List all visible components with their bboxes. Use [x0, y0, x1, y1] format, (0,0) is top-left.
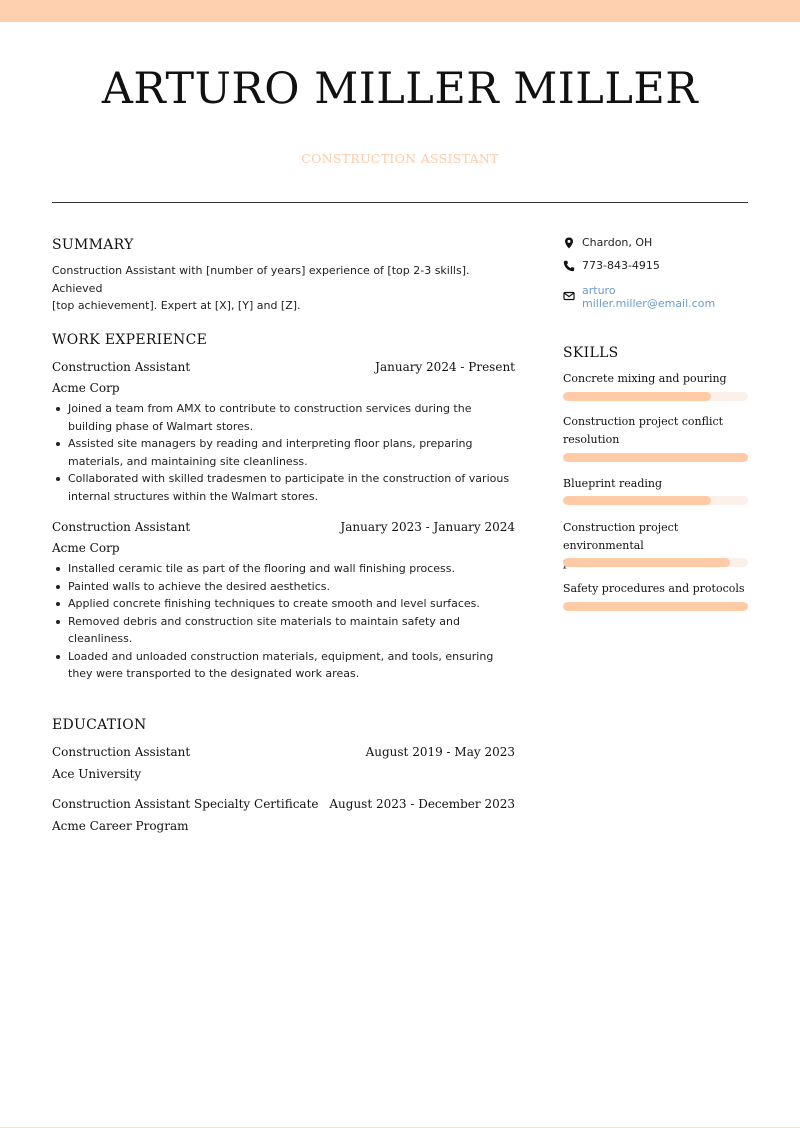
bullet-line: cleanliness.: [68, 632, 133, 645]
bullet-item: [52, 435, 512, 470]
skill-name: [563, 580, 753, 598]
skill-name-line: Construction project environmental: [563, 521, 679, 552]
job-header: [52, 520, 515, 538]
education-header: [52, 797, 515, 815]
map-pin-icon: [563, 237, 575, 249]
email-link[interactable]: [582, 284, 715, 310]
phone-text: 773-843-4915: [582, 259, 660, 272]
skill-bar-fill: [563, 602, 748, 611]
bullet-item: [52, 400, 512, 435]
bullet-item: [52, 560, 512, 578]
bullet-line: materials, and maintaining site cleanliness.: [68, 454, 308, 468]
bullet-line: they were transported to the designated work areas.: [68, 667, 360, 680]
candidate-name: ARTURO MILLER MILLER: [101, 64, 699, 114]
skill-name-line: Safety procedures and protocols: [563, 582, 745, 595]
bullet-line: internal structures within the Walmart stores.: [68, 489, 319, 503]
skill-name-line: Concrete mixing and pouring: [563, 372, 727, 385]
bullet-item: [52, 595, 512, 613]
bullet-line: Installed ceramic tile as part of the flooring and wall finishing process.: [68, 562, 456, 575]
skill-bar: [563, 496, 748, 505]
bullet-line: Collaborated with skilled tradesmen to participate in the construction of various: [68, 472, 510, 485]
skill-name-line: Blueprint reading: [563, 477, 663, 490]
bullet-line: Joined a team from AMX to contribute to construction services during the: [68, 402, 472, 415]
job-header: [52, 360, 515, 378]
bullet-item: [52, 648, 512, 683]
bullet-line: Applied concrete finishing techniques to create smooth and level surfaces.: [68, 597, 480, 610]
skill-name-line: resolution: [563, 432, 620, 446]
bullet-item: [52, 613, 512, 648]
skill-name: [563, 370, 753, 388]
skill-bar-fill: [563, 496, 711, 505]
email-line: arturo: [582, 284, 616, 297]
contact-email[interactable]: [563, 284, 753, 312]
skill-name-line: Construction project conflict: [563, 415, 724, 428]
job-bullets: [52, 400, 512, 505]
education-dates: August 2019 - May 2023: [365, 745, 515, 759]
skill-name: [563, 413, 753, 448]
school-name: Acme Career Program: [52, 819, 189, 833]
school-name: Ace University: [52, 767, 142, 781]
summary-line: [top achievement]. Expert at [X], [Y] and [Z].: [52, 299, 301, 312]
degree-name: Construction Assistant Specialty Certificate: [52, 797, 319, 811]
bullet-line: Assisted site managers by reading and interpreting floor plans, preparing: [68, 437, 473, 450]
summary-heading: SUMMARY: [52, 237, 134, 253]
skill-bar-fill: [563, 453, 748, 462]
location-text: Chardon, OH: [582, 236, 653, 249]
bullet-item: [52, 578, 512, 596]
top-accent-bar: [0, 0, 800, 22]
job-role: Construction Assistant: [52, 360, 191, 374]
bullet-line: building phase of Walmart stores.: [68, 419, 254, 433]
skill-bar: [563, 453, 748, 462]
bullet-line: Painted walls to achieve the desired aesthetics.: [68, 579, 330, 593]
envelope-icon: [563, 290, 575, 302]
job-dates: January 2023 - January 2024: [340, 520, 515, 534]
job-company: Acme Corp: [52, 541, 120, 555]
skill-bar: [563, 392, 748, 401]
job-company: Acme Corp: [52, 381, 120, 395]
summary-line: Construction Assistant with [number of years] experience of [top 2-3 skills]. Achieved: [52, 264, 470, 295]
degree-name: Construction Assistant: [52, 745, 191, 759]
job-role: Construction Assistant: [52, 520, 191, 534]
education-dates: August 2023 - December 2023: [329, 797, 515, 811]
education-header: [52, 745, 515, 763]
email-line: miller.miller@email.com: [582, 297, 716, 310]
skill-bar: [563, 558, 748, 567]
skill-bar-fill: [563, 392, 711, 401]
job-bullets: [52, 560, 512, 683]
work-experience-heading: WORK EXPERIENCE: [52, 332, 208, 348]
skills-heading: SKILLS: [563, 345, 619, 361]
skill-name: [563, 475, 753, 493]
bullet-line: Removed debris and construction site materials to maintain safety and: [68, 614, 460, 628]
header-divider: [52, 202, 748, 203]
job-dates: January 2024 - Present: [375, 360, 515, 374]
skill-bar: [563, 602, 748, 611]
education-heading: EDUCATION: [52, 717, 147, 733]
job-title: CONSTRUCTION ASSISTANT: [301, 151, 499, 166]
skill-bar-fill: [563, 558, 730, 567]
bullet-item: [52, 470, 512, 505]
bullet-line: Loaded and unloaded construction materials, equipment, and tools, ensuring: [68, 649, 494, 663]
summary-text: [52, 262, 522, 315]
phone-icon: [563, 260, 575, 272]
